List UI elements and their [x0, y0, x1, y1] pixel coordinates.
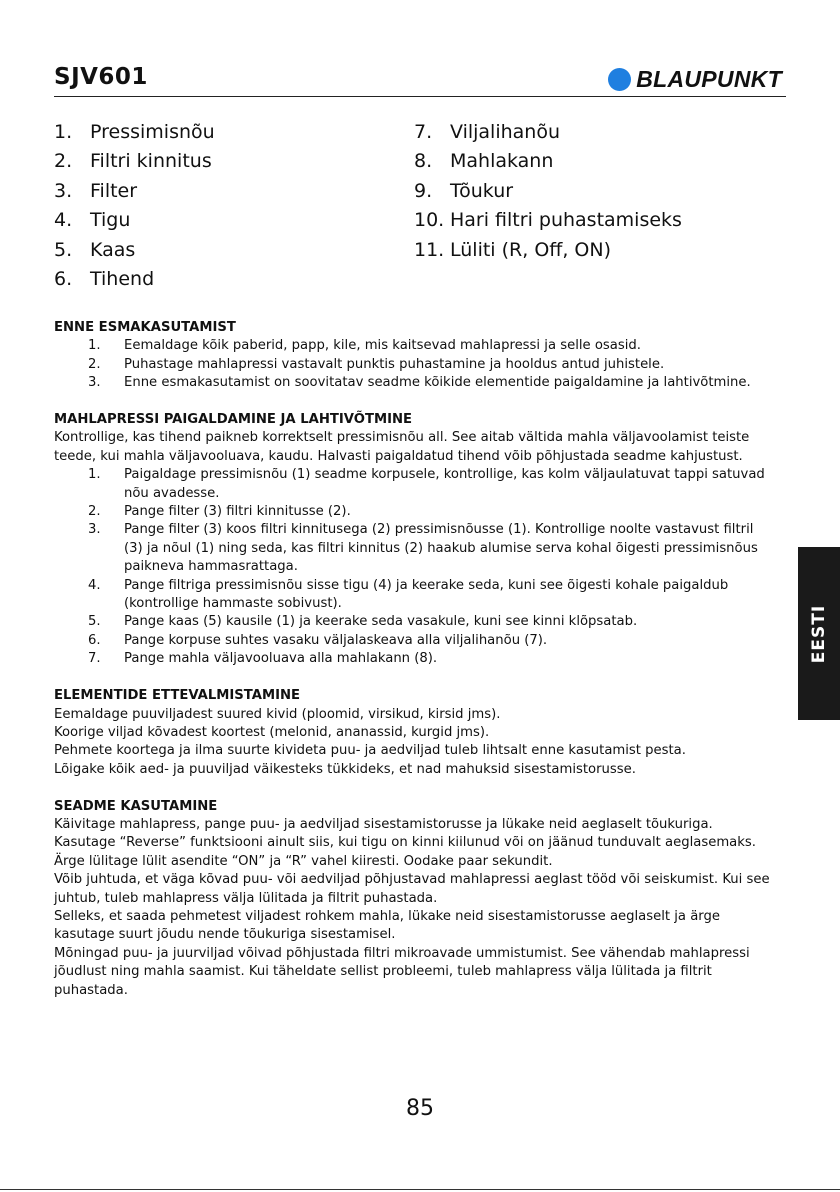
paragraph: Eemaldage puuviljadest suured kivid (ploomid, virsikud, kirsid jms).	[54, 706, 501, 722]
language-label: EESTI	[809, 604, 829, 663]
step-text: Pange kaas (5) kausile (1) ja keerake seda vasakule, kuni see kinni klõpsatab.	[124, 614, 638, 630]
step-number: 1.	[88, 467, 101, 483]
part-label: Filtri kinnitus	[90, 150, 212, 173]
parts-list-item	[414, 147, 682, 176]
step-number: 6.	[88, 632, 101, 648]
parts-list-item	[54, 236, 215, 265]
step-number: 2.	[88, 356, 101, 372]
brand-logo	[608, 66, 782, 93]
header-divider	[54, 96, 786, 97]
parts-list-item	[54, 118, 215, 147]
step-number: 7.	[88, 651, 101, 667]
part-number: 6.	[54, 268, 73, 291]
part-label: Hari filtri puhastamiseks	[450, 209, 682, 232]
parts-list-item	[414, 236, 682, 265]
paragraph: Kasutage “Reverse” funktsiooni ainult siis, kui tigu on kinni kiilunud või on jäänud tunduvalt aeglasemaks. Ärge lülitage lülit asendite “ON” ja “R” vahel kiiresti. Oodake paar sekundit.	[54, 835, 756, 869]
part-number: 1.	[54, 121, 73, 143]
part-number: 5.	[54, 238, 73, 261]
parts-list-right	[414, 118, 682, 265]
part-number: 4.	[54, 209, 73, 232]
paragraph: Selleks, et saada pehmetest viljadest rohkem mahla, lükake neid sisestamistorusse aeglaselt ja ärge kasutage suurt jõudu nende tõukuriga sisestamisel.	[54, 908, 720, 943]
step-item	[54, 613, 776, 631]
parts-list-item	[414, 177, 682, 206]
part-label: Pressimisnõu	[90, 121, 215, 143]
step-number: 2.	[88, 504, 101, 520]
step-text: Enne esmakasutamist on soovitatav seadme kõikide elementide paigaldamine ja lahtivõtmine.	[124, 375, 751, 391]
part-label: Mahlakann	[450, 150, 554, 173]
section-heading: SEADME KASUTAMINE	[54, 798, 218, 814]
step-text: Pange filter (3) filtri kinnitusse (2).	[124, 504, 351, 520]
step-item	[54, 632, 776, 650]
step-number: 1.	[88, 338, 101, 354]
model-title: SJV601	[54, 64, 148, 90]
step-item	[54, 466, 776, 503]
steps-list	[54, 466, 776, 668]
part-label: Lüliti (R, Off, ON)	[450, 238, 612, 261]
paragraph: Pehmete koortega ja ilma suurte kivideta puu- ja aedviljad tuleb lihtsalt enne kasutamist pesta.	[54, 743, 686, 759]
part-label: Tigu	[90, 209, 131, 232]
part-label: Kaas	[90, 238, 136, 261]
parts-list-item	[54, 147, 215, 176]
part-number: 9.	[414, 179, 433, 202]
step-text: Puhastage mahlapressi vastavalt punktis puhastamine ja hooldus antud juhistele.	[124, 356, 665, 372]
step-number: 3.	[88, 375, 101, 391]
section-heading: MAHLAPRESSI PAIGALDAMINE JA LAHTIVÕTMINE	[54, 412, 413, 428]
step-text: Eemaldage kõik paberid, papp, kile, mis kaitsevad mahlapressi ja selle osasid.	[124, 338, 641, 354]
section-preparation	[54, 687, 776, 779]
step-item	[54, 374, 776, 392]
part-number: 8.	[414, 150, 433, 173]
section-heading: ENNE ESMAKASUTAMIST	[54, 320, 236, 335]
main-content	[54, 319, 776, 1018]
parts-list-left	[54, 118, 215, 294]
parts-list-item	[414, 206, 682, 235]
step-text: Pange filtriga pressimisnõu sisse tigu (4) ja keerake seda, kuni see õigesti kohale paigaldub (kontrollige hammaste sobivust).	[124, 577, 729, 612]
page-number: 85	[406, 1096, 434, 1121]
step-number: 5.	[88, 614, 101, 630]
part-number: 11.	[414, 238, 445, 261]
paragraph: Võib juhtuda, et väga kõvad puu- või aedviljad põhjustavad mahlapressi aeglast tööd või seiskumist. Kui see juhtub, tuleb mahlapress välja lülitada ja filtrit puhastada.	[54, 872, 770, 906]
part-number: 7.	[414, 121, 433, 143]
part-label: Filter	[90, 179, 138, 202]
bottom-divider	[0, 1189, 840, 1190]
step-item	[54, 503, 776, 521]
step-item	[54, 356, 776, 374]
step-item	[54, 650, 776, 668]
step-item	[54, 521, 776, 576]
step-number: 4.	[88, 577, 101, 593]
paragraph: Lõigake kõik aed- ja puuviljad väikesteks tükkideks, et nad mahuksid sisestamistorusse.	[54, 761, 636, 777]
part-label: Viljalihanõu	[450, 121, 561, 143]
paragraph: Mõningad puu- ja juurviljad võivad põhjustada filtri mikroavade ummistumist. See vähendab mahlapressi jõudlust ning mahla saamist. Kui täheldate sellist probleemi, tuleb mahlapress välja lülitada ja filtrit puhastada.	[54, 945, 750, 998]
part-number: 3.	[54, 179, 73, 202]
step-text: Pange filter (3) koos filtri kinnitusega (2) pressimisnõusse (1). Kontrollige noolte vastavust filtril (3) ja nõul (1) ning seda, kas filtri kinnitus (2) haakub alumise serva kohal õigesti pressimisnõus paikneva hammasrattaga.	[124, 522, 758, 575]
brand-dot-icon	[608, 68, 631, 91]
brand-name: BLAUPUNKT	[636, 66, 782, 92]
steps-list	[54, 337, 776, 392]
part-number: 10.	[414, 209, 445, 232]
part-number: 2.	[54, 150, 73, 173]
step-item	[54, 337, 776, 355]
section-assembly	[54, 411, 776, 669]
section-first-use	[54, 319, 776, 393]
section-heading: ELEMENTIDE ETTEVALMISTAMINE	[54, 688, 301, 704]
parts-list-item	[414, 118, 682, 147]
parts-list-item	[54, 177, 215, 206]
step-number: 3.	[88, 522, 101, 538]
section-usage	[54, 798, 776, 1000]
step-text: Pange korpuse suhtes vasaku väljalaskeava alla viljalihanõu (7).	[124, 632, 548, 648]
parts-list-item	[54, 206, 215, 235]
section-intro: Kontrollige, kas tihend paikneb korrektselt pressimisnõu all. See aitab vältida mahla väljavoolamist teiste teede, kui mahla väljavooluava, kaudu. Halvasti paigaldatud tihend võib põhjustada seadme kahjustust.	[54, 430, 750, 464]
part-label: Tihend	[90, 268, 155, 291]
parts-list-item	[54, 265, 215, 294]
step-text: Paigaldage pressimisnõu (1) seadme korpusele, kontrollige, kas kolm väljaulatuvat tappi satuvad nõu avadesse.	[124, 467, 765, 501]
paragraph: Koorige viljad kõvadest koortest (melonid, ananassid, kurgid jms).	[54, 724, 490, 740]
part-label: Tõukur	[450, 179, 514, 202]
paragraph: Käivitage mahlapress, pange puu- ja aedviljad sisestamistorusse ja lükake neid aeglaselt tõukuriga.	[54, 816, 713, 832]
step-text: Pange mahla väljavooluava alla mahlakann (8).	[124, 651, 438, 667]
language-tab	[798, 547, 840, 720]
step-item	[54, 577, 776, 614]
